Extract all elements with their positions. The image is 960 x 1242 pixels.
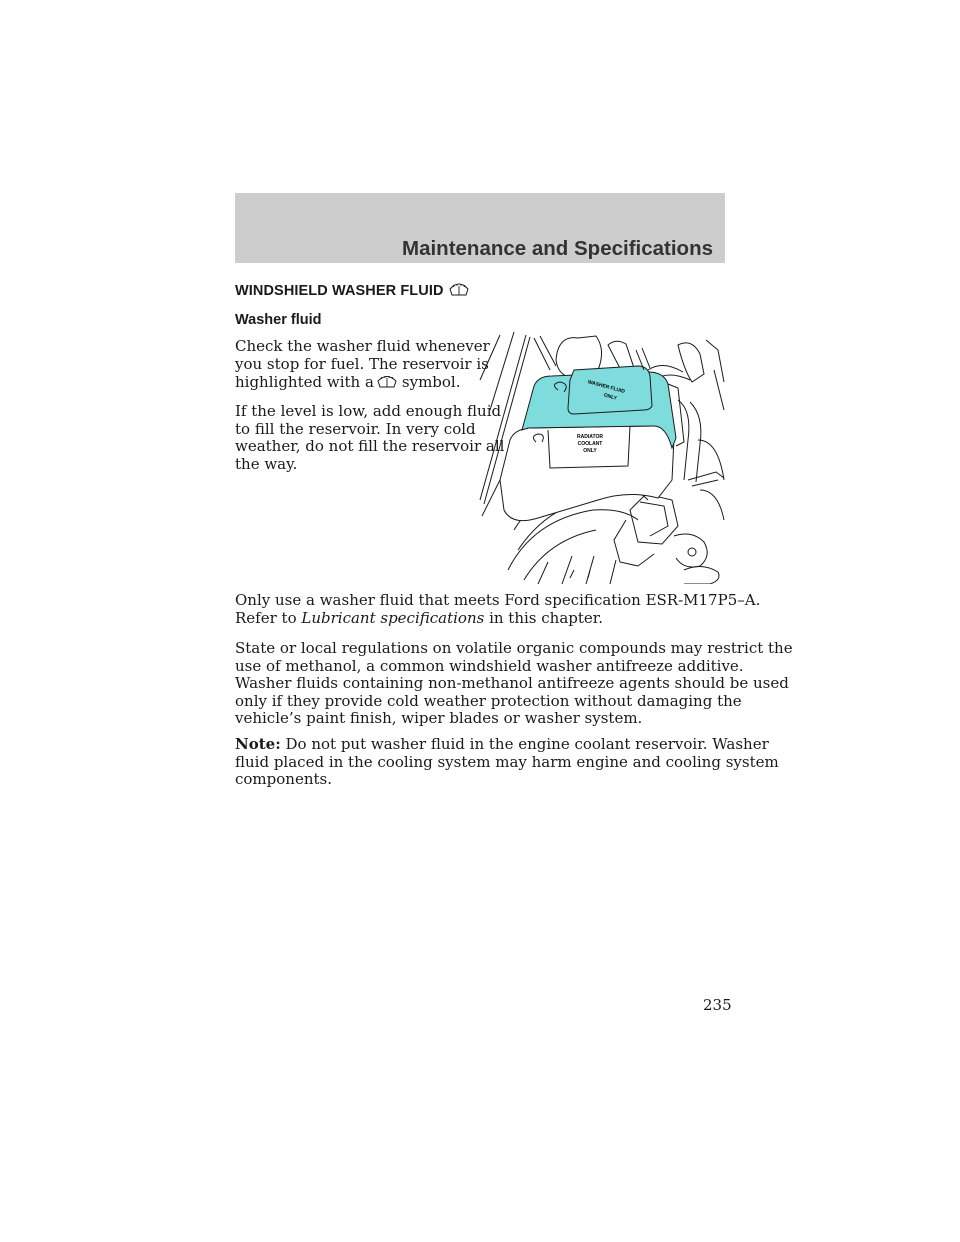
text-line — [235, 610, 760, 628]
washer-fluid-icon — [448, 280, 470, 298]
text-line: If the level is low, add enough fluid — [235, 402, 502, 420]
text-line: fluid placed in the cooling system may harm engine and cooling system — [235, 752, 779, 771]
text-line: the way. — [235, 454, 298, 473]
text-line: weather, do not fill the reservoir all — [235, 437, 505, 456]
paragraph-regulations — [235, 640, 793, 728]
paragraph-specification — [235, 592, 760, 627]
paragraph-low-level — [235, 403, 504, 473]
paragraph-check-fluid — [235, 338, 490, 392]
washer-label-line: WASHER FLUID — [587, 379, 626, 395]
paragraph-note — [235, 736, 779, 789]
text-line: to fill the reservoir. In very cold — [235, 419, 476, 438]
text-fragment: in this chapter. — [484, 608, 604, 627]
text-line: only if they provide cold weather protection without damaging the — [235, 691, 742, 710]
text-line: State or local regulations on volatile organic compounds may restrict the — [235, 639, 793, 657]
text-line: Washer fluids containing non-methanol antifreeze agents should be used — [235, 674, 789, 693]
subheading-washer-fluid: Washer fluid — [235, 312, 322, 328]
text-line: Check the washer fluid whenever — [235, 337, 490, 355]
section-heading — [235, 282, 470, 300]
page-number: 235 — [703, 996, 732, 1014]
text-line: you stop for fuel. The reservoir is — [235, 354, 489, 373]
text-line: Only use a washer fluid that meets Ford specification ESR-M17P5–A. — [235, 591, 761, 609]
chapter-title: Maintenance and Specifications — [402, 237, 713, 260]
text-line: components. — [235, 770, 332, 789]
text-line-with-icon — [235, 373, 490, 392]
engine-compartment-illustration — [478, 330, 726, 584]
coolant-label-line: COOLANT — [577, 441, 603, 447]
text-line — [235, 736, 779, 754]
text-fragment: highlighted with a — [235, 373, 374, 392]
note-label: Note: — [235, 735, 281, 753]
coolant-label-line: ONLY — [583, 448, 597, 454]
chapter-header-band — [235, 193, 725, 263]
cross-reference: Lubricant specifications — [301, 608, 485, 627]
text-line: vehicle’s paint finish, wiper blades or washer system. — [235, 709, 643, 728]
section-heading-text: WINDSHIELD WASHER FLUID — [235, 283, 444, 299]
text-fragment: symbol. — [401, 373, 461, 392]
washer-fluid-icon — [376, 373, 398, 389]
coolant-label-line: RADIATOR — [577, 434, 603, 440]
washer-label-line: ONLY — [602, 392, 618, 402]
text-fragment: Refer to — [235, 608, 302, 627]
text-fragment: Do not put washer fluid in the engine coolant reservoir. Washer — [280, 735, 769, 753]
text-line: use of methanol, a common windshield washer antifreeze additive. — [235, 656, 744, 675]
